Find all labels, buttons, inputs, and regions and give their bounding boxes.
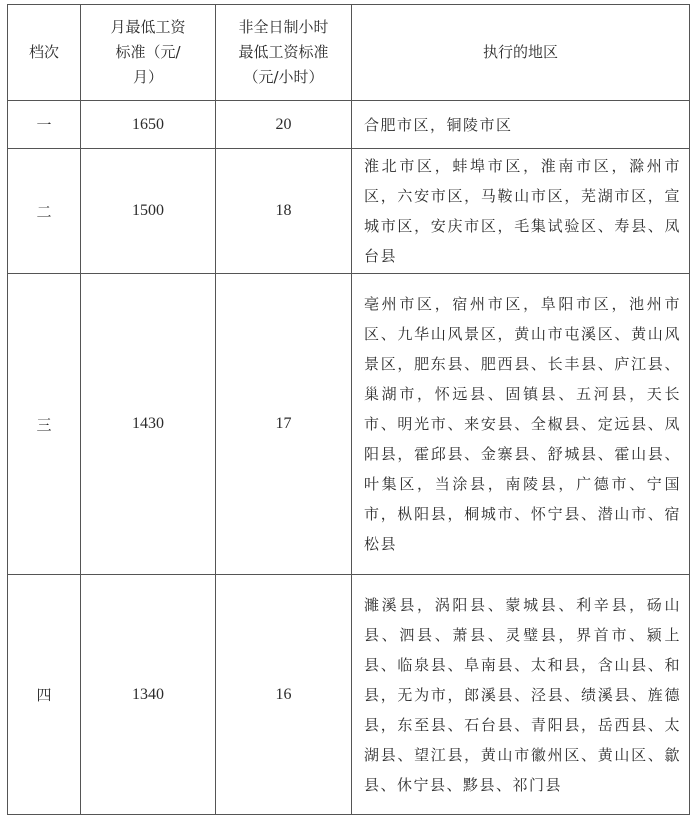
table-row: [8, 274, 690, 575]
area-cell: 淮北市区，蚌埠市区，淮南市区，滁州市区，六安市区，马鞍山市区，芜湖市区，宣城市区，安庆市区，毛集试验区、寿县、凤台县: [352, 149, 690, 274]
header-monthly-line: 月）: [132, 68, 163, 86]
table-row: [8, 101, 690, 149]
table-header-row: [8, 5, 690, 101]
header-grade: 档次: [8, 5, 81, 101]
hourly-wage-cell: 20: [216, 101, 352, 149]
header-hourly-line: （元/小时）: [243, 68, 324, 86]
grade-cell: 三: [8, 274, 81, 575]
hourly-wage-cell: 16: [216, 575, 352, 815]
header-area: 执行的地区: [352, 5, 690, 101]
monthly-wage-cell: 1430: [81, 274, 216, 575]
header-hourly-wage: [216, 5, 352, 101]
grade-cell: 一: [8, 101, 81, 149]
hourly-wage-cell: 17: [216, 274, 352, 575]
header-monthly-line: 月最低工资: [110, 18, 186, 36]
monthly-wage-cell: 1340: [81, 575, 216, 815]
grade-cell: 四: [8, 575, 81, 815]
monthly-wage-cell: 1500: [81, 149, 216, 274]
area-cell: 合肥市区，铜陵市区: [352, 101, 690, 149]
minimum-wage-table: [7, 4, 690, 815]
area-cell: 亳州市区，宿州市区，阜阳市区，池州市区、九华山风景区，黄山市屯溪区、黄山风景区，肥东县、肥西县、长丰县、庐江县、巢湖市，怀远县、固镇县、五河县，天长市、明光市、来安县、全椒县、定远县、凤阳县，霍邱县、金寨县、舒城县、霍山县、叶集区，当涂县，南陵县，广德市、宁国市，枞阳县，桐城市、怀宁县、潜山市、宿松县: [352, 274, 690, 575]
hourly-wage-cell: 18: [216, 149, 352, 274]
header-hourly-line: 非全日制小时: [238, 18, 329, 36]
header-monthly-line: 标准（元/: [115, 43, 181, 61]
table-row: [8, 575, 690, 815]
area-cell: 濉溪县，涡阳县、蒙城县、利辛县，砀山县、泗县、萧县、灵璧县，界首市、颍上县、临泉县、阜南县、太和县，含山县、和县，无为市，郎溪县、泾县、绩溪县、旌德县，东至县、石台县、青阳县，岳西县、太湖县、望江县，黄山市徽州区、黄山区、歙县、休宁县、黟县、祁门县: [352, 575, 690, 815]
header-monthly-wage: [81, 5, 216, 101]
grade-cell: 二: [8, 149, 81, 274]
monthly-wage-cell: 1650: [81, 101, 216, 149]
header-hourly-line: 最低工资标准: [238, 43, 329, 61]
table-row: [8, 149, 690, 274]
